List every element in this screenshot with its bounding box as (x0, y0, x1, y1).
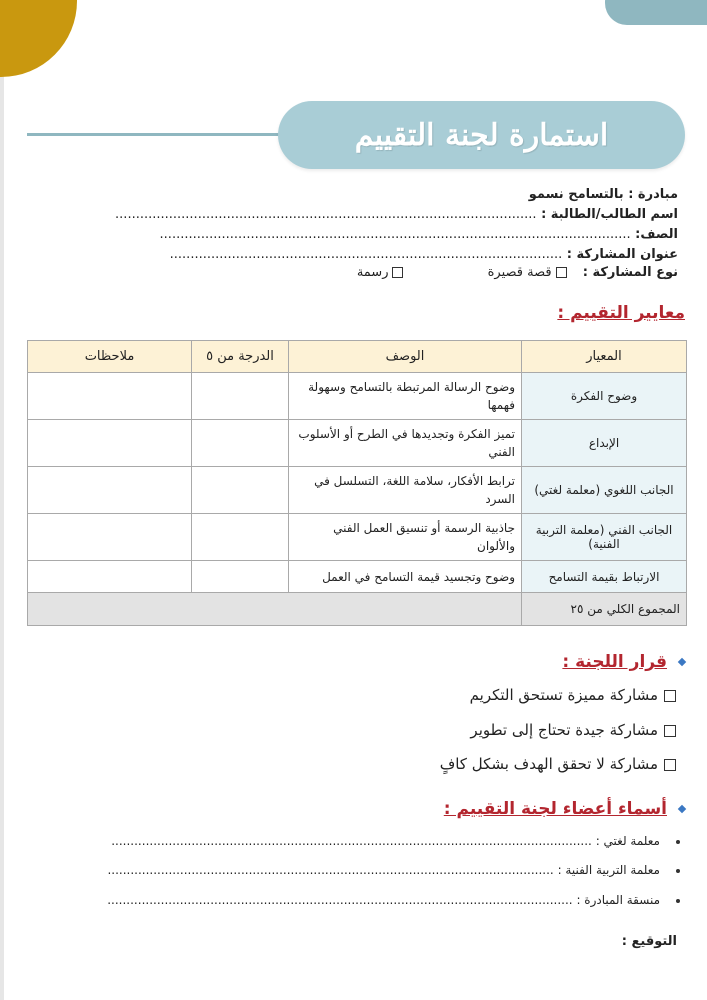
header-description: الوصف (289, 341, 522, 373)
header-criterion: المعيار (522, 341, 687, 373)
bullet-dot-icon (676, 869, 680, 873)
decision-option[interactable] (440, 755, 676, 773)
title-banner (278, 101, 685, 169)
bullet-dot-icon (676, 840, 680, 844)
type-option-drawing-label: رسمة (356, 265, 389, 280)
member-label: معلمة لغتي : (595, 834, 660, 848)
decision-option-label: مشاركة جيدة تحتاج إلى تطوير (470, 721, 658, 739)
total-value-cell[interactable] (28, 593, 522, 626)
description-cell: وضوح الرسالة المرتبطة بالتسامح وسهولة فهمها (289, 373, 522, 420)
criterion-cell: الجانب الفني (معلمة التربية الفنية) (522, 514, 687, 561)
member-field[interactable]: .......................................................................................................................... (107, 893, 573, 907)
bullet-dot-icon (676, 899, 680, 903)
signature-label: التوقيع : (621, 934, 677, 949)
member-field[interactable]: .............................................................................................................................. (111, 834, 592, 848)
member-field[interactable]: ..................................................................................................................... (107, 863, 554, 877)
student-name-label: اسم الطالب/الطالبة : (541, 207, 678, 222)
checkbox-icon[interactable] (392, 267, 403, 278)
decorative-teal-tab (605, 0, 707, 25)
decorative-gold-circle (0, 0, 77, 77)
header-score: الدرجة من ٥ (192, 341, 289, 373)
student-name-line (34, 207, 678, 222)
criterion-cell: الإبداع (522, 420, 687, 467)
entry-type-row (357, 265, 678, 280)
type-option-drawing[interactable] (357, 265, 404, 280)
grade-field[interactable]: .................................................................................................................. (159, 227, 631, 242)
member-label: منسقة المبادرة : (576, 893, 660, 907)
entry-type-label: نوع المشاركة : (582, 265, 678, 280)
checkbox-icon[interactable] (664, 690, 676, 702)
checkbox-icon[interactable] (664, 725, 676, 737)
member-line (40, 893, 680, 907)
table-row (28, 420, 687, 467)
total-label-cell: المجموع الكلي من ٢٥ (522, 593, 687, 626)
members-heading-text: أسماء أعضاء لجنة التقييم : (443, 799, 667, 819)
score-cell[interactable] (192, 420, 289, 467)
criterion-cell: الارتباط بقيمة التسامح (522, 561, 687, 593)
notes-cell[interactable] (28, 514, 192, 561)
description-cell: جاذبية الرسمة أو تنسيق العمل الفني والألوان (289, 514, 522, 561)
description-cell: وضوح وتجسيد قيمة التسامح في العمل (289, 561, 522, 593)
type-option-story[interactable] (488, 265, 567, 280)
header-notes: ملاحظات (28, 341, 192, 373)
notes-cell[interactable] (28, 420, 192, 467)
description-cell: تميز الفكرة وتجديدها في الطرح أو الأسلوب الفني (289, 420, 522, 467)
table-row (28, 561, 687, 593)
grade-line (34, 227, 678, 242)
member-line (40, 863, 680, 877)
checkbox-icon[interactable] (664, 759, 676, 771)
table-row (28, 467, 687, 514)
score-cell[interactable] (192, 373, 289, 420)
initiative-text: مبادرة : بالتسامح نسمو (528, 187, 678, 202)
table-header-row (28, 341, 687, 373)
table-row (28, 514, 687, 561)
page-title: استمارة لجنة التقييم (354, 117, 609, 153)
initiative-line (34, 187, 678, 202)
table-row (28, 373, 687, 420)
entry-title-label: عنوان المشاركة : (566, 247, 678, 262)
checkbox-icon[interactable] (556, 267, 567, 278)
grade-label: الصف: (635, 227, 678, 242)
diamond-bullet-icon (678, 805, 686, 813)
decision-heading (562, 652, 685, 672)
decision-option-label: مشاركة لا تحقق الهدف بشكل كافٍ (439, 755, 658, 773)
score-cell[interactable] (192, 514, 289, 561)
criteria-heading: معايير التقييم : (557, 303, 685, 323)
criterion-cell: الجانب اللغوي (معلمة لغتي) (522, 467, 687, 514)
criterion-cell: وضوح الفكرة (522, 373, 687, 420)
evaluation-table (27, 340, 687, 626)
decision-option[interactable] (470, 686, 676, 704)
student-name-field[interactable]: ...................................................................................................... (115, 207, 537, 222)
description-cell: ترابط الأفكار، سلامة اللغة، التسلسل في السرد (289, 467, 522, 514)
notes-cell[interactable] (28, 467, 192, 514)
diamond-bullet-icon (678, 658, 686, 666)
member-line (40, 834, 680, 848)
decision-heading-text: قرار اللجنة : (562, 652, 667, 672)
notes-cell[interactable] (28, 561, 192, 593)
page-edge (0, 0, 4, 1000)
members-heading (444, 799, 685, 819)
notes-cell[interactable] (28, 373, 192, 420)
score-cell[interactable] (192, 561, 289, 593)
entry-title-line (34, 247, 678, 262)
decision-option-label: مشاركة مميزة تستحق التكريم (469, 686, 658, 704)
total-row (28, 593, 687, 626)
title-line (27, 133, 292, 136)
entry-title-field[interactable]: ............................................................................................... (169, 247, 563, 262)
decision-option[interactable] (470, 721, 676, 739)
score-cell[interactable] (192, 467, 289, 514)
type-option-story-label: قصة قصيرة (487, 265, 552, 280)
member-label: معلمة التربية الفنية : (557, 863, 660, 877)
